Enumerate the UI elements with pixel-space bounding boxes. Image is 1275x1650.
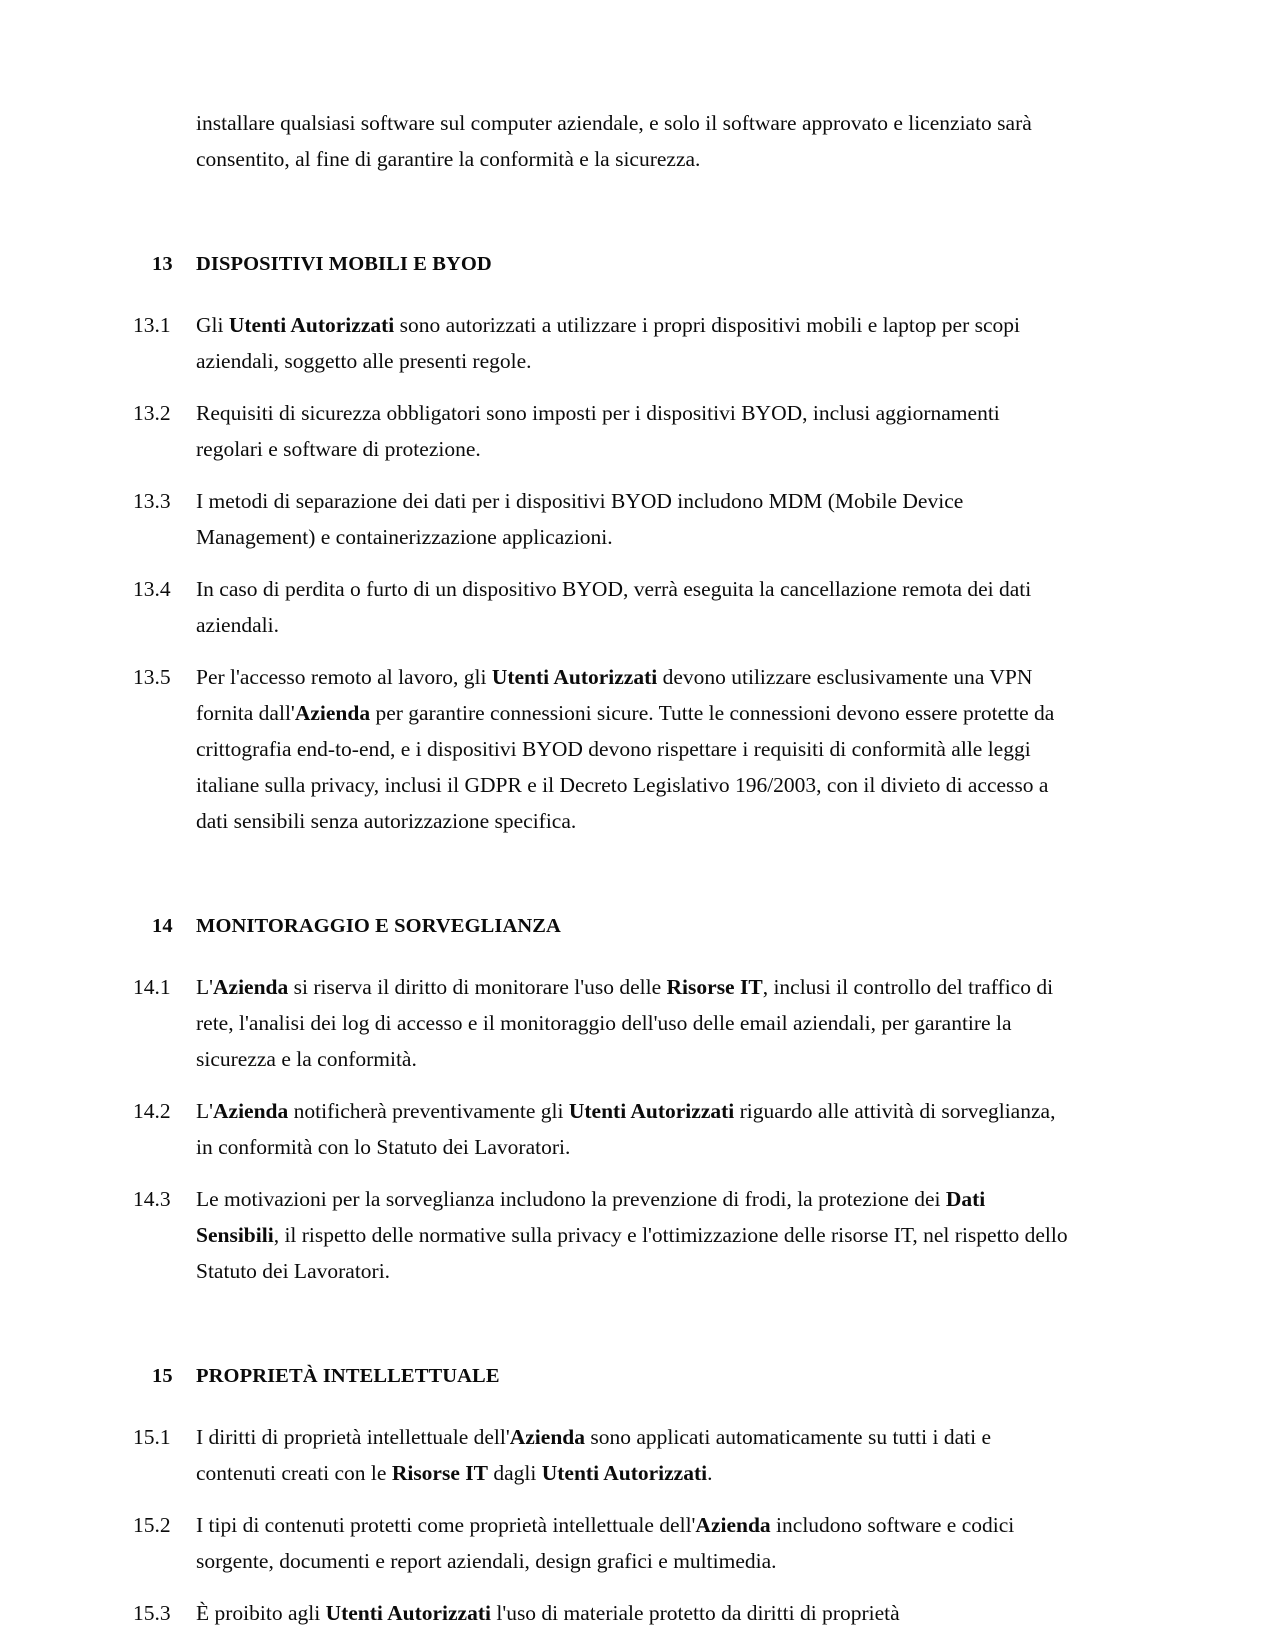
spacer — [133, 1491, 1068, 1507]
spacer — [133, 643, 1068, 659]
section-number: 13 — [152, 253, 173, 275]
clause-run: In caso di perdita o furto di un dispositivo BYOD, verrà eseguita la cancellazione remota dei dati aziendali. — [196, 577, 1032, 637]
clause-number: 13.5 — [133, 665, 171, 689]
clause-run: Requisiti di sicurezza obbligatori sono imposti per i dispositivi BYOD, inclusi aggiornamenti regolari e software di protezione. — [196, 401, 1000, 461]
clause-run: per garantire connessioni sicure. Tutte le connessioni devono essere protette da crittografia end-to-end, e i dispositivi BYOD devono rispettare i requisiti di conformità alle leggi italiane sulla privacy, inclusi il GDPR e il Decreto Legislativo 196/2003, con il divieto di accesso a dati sensibili senza autorizzazione specifica. — [196, 701, 1055, 833]
clause-text — [196, 571, 1068, 643]
spacer — [133, 467, 1068, 483]
clause-text — [196, 1595, 1068, 1631]
clause-15.1 — [133, 1419, 1068, 1491]
clause-13.3 — [133, 483, 1068, 555]
clause-run: L' — [196, 975, 214, 999]
section-title: DISPOSITIVI MOBILI E BYOD — [196, 253, 492, 275]
clause-number: 14.1 — [133, 975, 171, 999]
spacer — [133, 177, 1068, 249]
clause-14.1 — [133, 969, 1068, 1077]
clause-text — [196, 1181, 1068, 1289]
clause-text — [196, 659, 1068, 839]
defined-term: Azienda — [213, 1099, 289, 1123]
spacer — [133, 1165, 1068, 1181]
defined-term: Utenti Autorizzati — [228, 313, 395, 337]
clause-run: Per l'accesso remoto al lavoro, gli — [196, 665, 492, 689]
spacer — [133, 1077, 1068, 1093]
clause-number: 13.3 — [133, 489, 171, 513]
clause-15.2 — [133, 1507, 1068, 1579]
defined-term: Azienda — [294, 701, 371, 725]
defined-term: Azienda — [509, 1425, 585, 1449]
section-number: 15 — [152, 1365, 173, 1387]
clause-number: 13.4 — [133, 577, 171, 601]
continuation-paragraph: installare qualsiasi software sul computer aziendale, e solo il software approvato e licenziato sarà consentito, al fine di garantire la conformità e la sicurezza. — [196, 111, 1032, 171]
clause-run: includono software e codici sorgente, documenti e report aziendali, design grafici e multimedia. — [196, 1513, 1015, 1573]
defined-term: Risorse IT — [391, 1461, 488, 1485]
clause-text — [196, 307, 1068, 379]
clause-run: . — [707, 1461, 713, 1485]
defined-term: Dati Sensibili — [196, 1187, 986, 1247]
clause-run: dagli — [487, 1461, 542, 1485]
section-heading-13 — [133, 249, 1068, 279]
clause-run: sono autorizzati a utilizzare i propri dispositivi mobili e laptop per scopi aziendali, soggetto alle presenti regole. — [196, 313, 1020, 373]
clause-run: devono utilizzare esclusivamente una VPN fornita dall' — [196, 665, 1033, 725]
clause-14.2 — [133, 1093, 1068, 1165]
clause-number: 14.2 — [133, 1099, 171, 1123]
clause-text — [196, 395, 1068, 467]
section-heading-14 — [133, 911, 1068, 941]
clause-number: 13.2 — [133, 401, 171, 425]
clause-13.4 — [133, 571, 1068, 643]
defined-term: Utenti Autorizzati — [541, 1461, 708, 1485]
clause-text — [196, 969, 1068, 1077]
spacer — [133, 941, 1068, 969]
spacer — [133, 1391, 1068, 1419]
clause-run: si riserva il diritto di monitorare l'uso delle — [288, 975, 667, 999]
section-title: PROPRIETÀ INTELLETTUALE — [196, 1365, 500, 1387]
clause-run: L' — [196, 1099, 214, 1123]
clause-run: I metodi di separazione dei dati per i dispositivi BYOD includono MDM (Mobile Device Management) e containerizzazione applicazioni. — [196, 489, 964, 549]
clause-text — [196, 1093, 1068, 1165]
spacer — [133, 1579, 1068, 1595]
spacer — [133, 279, 1068, 307]
spacer — [133, 379, 1068, 395]
spacer — [133, 555, 1068, 571]
clause-text — [196, 1507, 1068, 1579]
clause-run: , inclusi il controllo del traffico di rete, l'analisi dei log di accesso e il monitoraggio dell'uso delle email aziendali, per garantire la sicurezza e la conformità. — [196, 975, 1054, 1071]
clause-number: 13.1 — [133, 313, 171, 337]
clause-run: sono applicati automaticamente su tutti i dati e contenuti creati con le — [196, 1425, 991, 1485]
section-number: 14 — [152, 915, 173, 937]
clause-run: riguardo alle attività di sorveglianza, in conformità con lo Statuto dei Lavoratori. — [196, 1099, 1056, 1159]
clause-run: notificherà preventivamente gli — [288, 1099, 569, 1123]
clause-number: 15.2 — [133, 1513, 171, 1537]
clause-run: Le motivazioni per la sorveglianza includono la prevenzione di frodi, la protezione dei — [196, 1187, 946, 1211]
clause-13.5 — [133, 659, 1068, 839]
clause-text — [196, 483, 1068, 555]
sections-container — [133, 249, 1068, 1631]
defined-term: Utenti Autorizzati — [325, 1601, 491, 1625]
clause-run: Gli — [196, 313, 229, 337]
clause-number: 15.3 — [133, 1601, 171, 1625]
clause-run: , il rispetto delle normative sulla privacy e l'ottimizzazione delle risorse IT, nel rispetto dello Statuto dei Lavoratori. — [196, 1223, 1068, 1283]
clause-13.2 — [133, 395, 1068, 467]
section-title: MONITORAGGIO E SORVEGLIANZA — [196, 915, 561, 937]
clause-number: 15.1 — [133, 1425, 171, 1449]
section-heading-15 — [133, 1361, 1068, 1391]
clause-run: È proibito agli — [196, 1601, 326, 1625]
spacer — [133, 839, 1068, 911]
defined-term: Utenti Autorizzati — [568, 1099, 735, 1123]
clause-14.3 — [133, 1181, 1068, 1289]
defined-term: Utenti Autorizzati — [491, 665, 658, 689]
clause-number: 14.3 — [133, 1187, 171, 1211]
defined-term: Risorse IT — [666, 975, 763, 999]
clause-text — [196, 1419, 1068, 1491]
document-content — [133, 105, 1068, 1631]
clause-run: I tipi di contenuti protetti come proprietà intellettuale dell' — [196, 1513, 696, 1537]
clause-13.1 — [133, 307, 1068, 379]
defined-term: Azienda — [213, 975, 289, 999]
defined-term: Azienda — [695, 1513, 771, 1537]
clause-run: l'uso di materiale protetto da diritti di proprietà — [490, 1601, 900, 1625]
spacer — [133, 1289, 1068, 1361]
clause-15.3 — [133, 1595, 1068, 1631]
clause-run: I diritti di proprietà intellettuale dell' — [196, 1425, 510, 1449]
